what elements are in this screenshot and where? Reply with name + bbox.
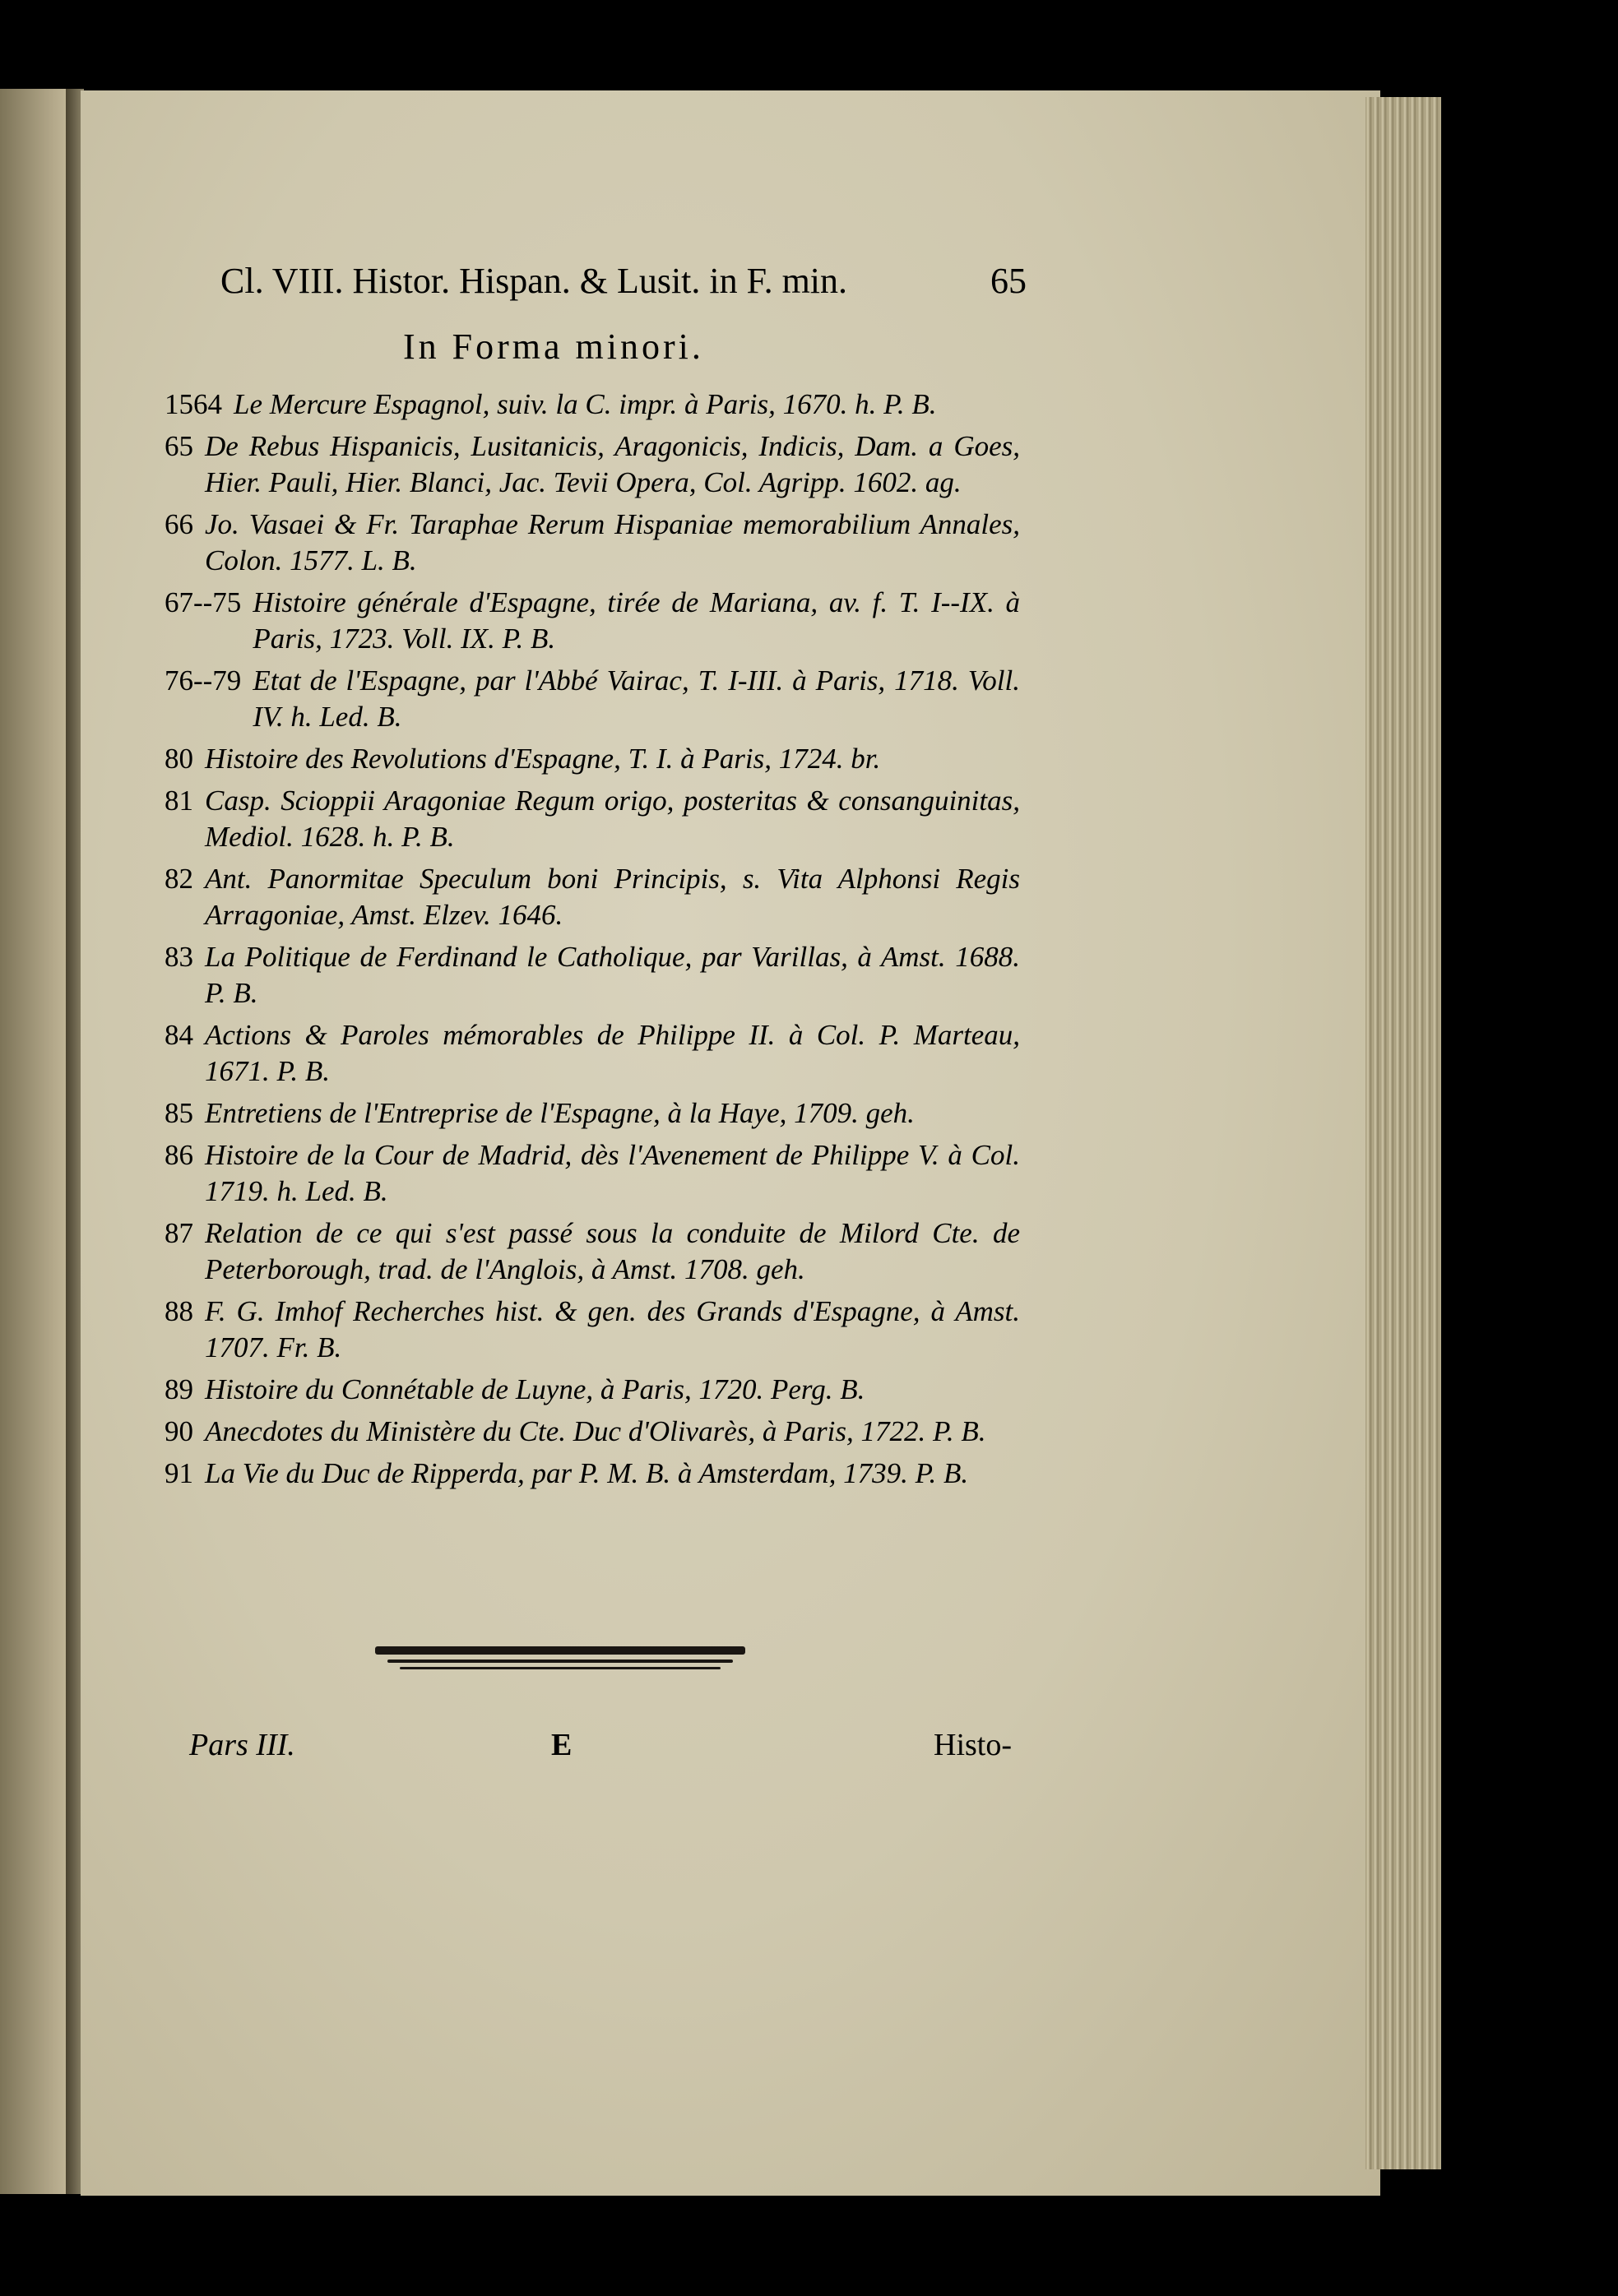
list-item bbox=[165, 507, 1020, 579]
list-item bbox=[165, 861, 1020, 933]
entry-number: 85 bbox=[165, 1097, 193, 1129]
rule-thick bbox=[375, 1646, 745, 1655]
entry-number: 90 bbox=[165, 1415, 193, 1447]
list-item bbox=[165, 741, 1020, 777]
running-head-title: Cl. VIII. Histor. Hispan. & Lusit. in F. min. bbox=[220, 261, 848, 301]
entry-number: 67--75 bbox=[165, 586, 242, 618]
entry-text: F. G. Imhof Recherches hist. & gen. des Grands d'Espagne, à Amst. 1707. Fr. B. bbox=[205, 1295, 1020, 1363]
entry-text: De Rebus Hispanicis, Lusitanicis, Aragonicis, Indicis, Dam. a Goes, Hier. Pauli, Hier. Blanci, Jac. Tevii Opera, Col. Agripp. 1602. ag. bbox=[205, 430, 1020, 498]
entry-text: Le Mercure Espagnol, suiv. la C. impr. à Paris, 1670. h. P. B. bbox=[234, 388, 937, 420]
list-item bbox=[165, 1137, 1020, 1210]
entry-text: Actions & Paroles mémorables de Philippe II. à Col. P. Marteau, 1671. P. B. bbox=[205, 1019, 1020, 1087]
entry-text: Histoire générale d'Espagne, tirée de Mariana, av. f. T. I--IX. à Paris, 1723. Voll. IX. P. B. bbox=[253, 586, 1020, 655]
list-item bbox=[165, 1456, 1020, 1492]
list-item bbox=[165, 585, 1020, 657]
entry-number: 91 bbox=[165, 1457, 193, 1489]
entry-number: 80 bbox=[165, 743, 193, 775]
list-item bbox=[165, 783, 1020, 855]
list-item bbox=[165, 1095, 1020, 1132]
list-item bbox=[165, 663, 1020, 735]
page-stack-edge bbox=[1365, 97, 1441, 2169]
entry-number: 84 bbox=[165, 1019, 193, 1051]
list-item bbox=[165, 387, 1020, 423]
list-item bbox=[165, 1017, 1020, 1090]
entry-text: Jo. Vasaei & Fr. Taraphae Rerum Hispaniae memorabilium Annales, Colon. 1577. L. B. bbox=[205, 508, 1020, 576]
catalogue-entries bbox=[165, 387, 1020, 1497]
entry-number: 87 bbox=[165, 1217, 193, 1249]
entry-number: 65 bbox=[165, 430, 193, 462]
previous-page-edge bbox=[0, 89, 76, 2194]
list-item bbox=[165, 1372, 1020, 1408]
signature-mark: Pars III. bbox=[189, 1728, 295, 1762]
entry-text: La Vie du Duc de Ripperda, par P. M. B. à Amsterdam, 1739. P. B. bbox=[205, 1457, 969, 1489]
entry-text: Histoire du Connétable de Luyne, à Paris, 1720. Perg. B. bbox=[205, 1373, 865, 1405]
entry-number: 81 bbox=[165, 785, 193, 817]
ornamental-rule bbox=[375, 1646, 745, 1669]
entry-number: 66 bbox=[165, 508, 193, 540]
entry-number: 82 bbox=[165, 863, 193, 895]
section-title: In Forma minori. bbox=[403, 326, 704, 367]
rule-thin bbox=[400, 1667, 721, 1669]
entry-text: Anecdotes du Ministère du Cte. Duc d'Olivarès, à Paris, 1722. P. B. bbox=[205, 1415, 986, 1447]
entry-number: 1564 bbox=[165, 388, 222, 420]
entry-text: Histoire des Revolutions d'Espagne, T. I. à Paris, 1724. br. bbox=[205, 743, 881, 775]
entry-number: 89 bbox=[165, 1373, 193, 1405]
entry-text: Ant. Panormitae Speculum boni Principis, s. Vita Alphonsi Regis Arragoniae, Amst. Elzev. 1646. bbox=[205, 863, 1020, 931]
entry-number: 86 bbox=[165, 1139, 193, 1171]
entry-number: 83 bbox=[165, 941, 193, 973]
list-item bbox=[165, 1294, 1020, 1366]
gathering-mark: E bbox=[551, 1728, 573, 1762]
list-item bbox=[165, 1414, 1020, 1450]
entry-text: Casp. Scioppii Aragoniae Regum origo, posteritas & consanguinitas, Mediol. 1628. h. P. B. bbox=[205, 785, 1020, 853]
entry-text: La Politique de Ferdinand le Catholique, par Varillas, à Amst. 1688. P. B. bbox=[205, 941, 1020, 1009]
page-number: 65 bbox=[990, 261, 1027, 301]
entry-text: Histoire de la Cour de Madrid, dès l'Avenement de Philippe V. à Col. 1719. h. Led. B. bbox=[205, 1139, 1020, 1207]
rule-medium bbox=[387, 1660, 733, 1663]
catchword: Histo- bbox=[934, 1728, 1012, 1762]
list-item bbox=[165, 428, 1020, 501]
entry-number: 76--79 bbox=[165, 664, 242, 697]
entry-text: Entretiens de l'Entreprise de l'Espagne, à la Haye, 1709. geh. bbox=[205, 1097, 915, 1129]
entry-text: Etat de l'Espagne, par l'Abbé Vairac, T. I-III. à Paris, 1718. Voll. IV. h. Led. B. bbox=[253, 664, 1020, 733]
list-item bbox=[165, 939, 1020, 1011]
entry-number: 88 bbox=[165, 1295, 193, 1327]
list-item bbox=[165, 1215, 1020, 1288]
entry-text: Relation de ce qui s'est passé sous la conduite de Milord Cte. de Peterborough, trad. de l'Anglois, à Amst. 1708. geh. bbox=[205, 1217, 1020, 1285]
running-head bbox=[220, 260, 1027, 302]
